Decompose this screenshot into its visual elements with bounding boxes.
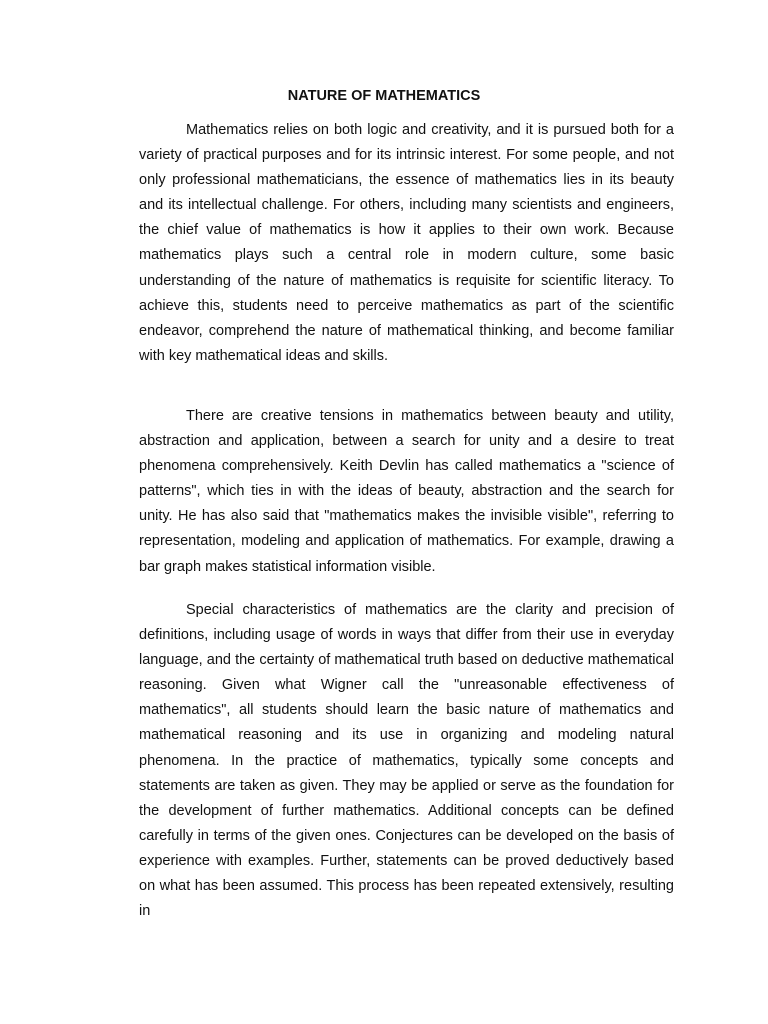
- paragraph-2: There are creative tensions in mathematics between beauty and utility, abstraction and application, between a search for unity and a desire to treat phenomena comprehensively. Keith Devlin has called mathematics a "science of patterns", which ties in with the ideas of beauty, abstraction and the search for unity. He has also said that "mathematics makes the invisible visible", referring to representation, modeling and application of mathematics. For example, drawing a bar graph makes statistical information visible.: [139, 408, 674, 575]
- paragraph-1: Mathematics relies on both logic and creativity, and it is pursued both for a variety of practical purposes and for its intrinsic interest. For some people, and not only professional mathematicians, the essence of mathematics lies in its beauty and its intellectual challenge. For others, including many scientists and engineers, the chief value of mathematics is how it applies to their own work. Because mathematics plays such a central role in modern culture, some basic understanding of the nature of mathematics is requisite for scientific literacy. To achieve this, students need to perceive mathematics as part of the scientific endeavor, comprehend the nature of mathematical thinking, and become familiar with key mathematical ideas and skills.: [139, 122, 674, 364]
- paragraph-3: Special characteristics of mathematics are the clarity and precision of definitions, including usage of words in ways that differ from their use in everyday language, and the certainty of mathematical truth based on deductive mathematical reasoning. Given what Wigner call the "unreasonable effectiveness of mathematics", all students should learn the basic nature of mathematics and mathematical reasoning and its use in organizing and modeling natural phenomena. In the practice of mathematics, typically some concepts and statements are taken as given. They may be applied or serve as the foundation for the development of further mathematics. Additional concepts can be defined carefully in terms of the given ones. Conjectures can be developed on the basis of experience with examples. Further, statements can be proved deductively based on what has been assumed. This process has been repeated extensively, resulting in: [139, 602, 674, 920]
- document-title: NATURE OF MATHEMATICS: [287, 88, 481, 104]
